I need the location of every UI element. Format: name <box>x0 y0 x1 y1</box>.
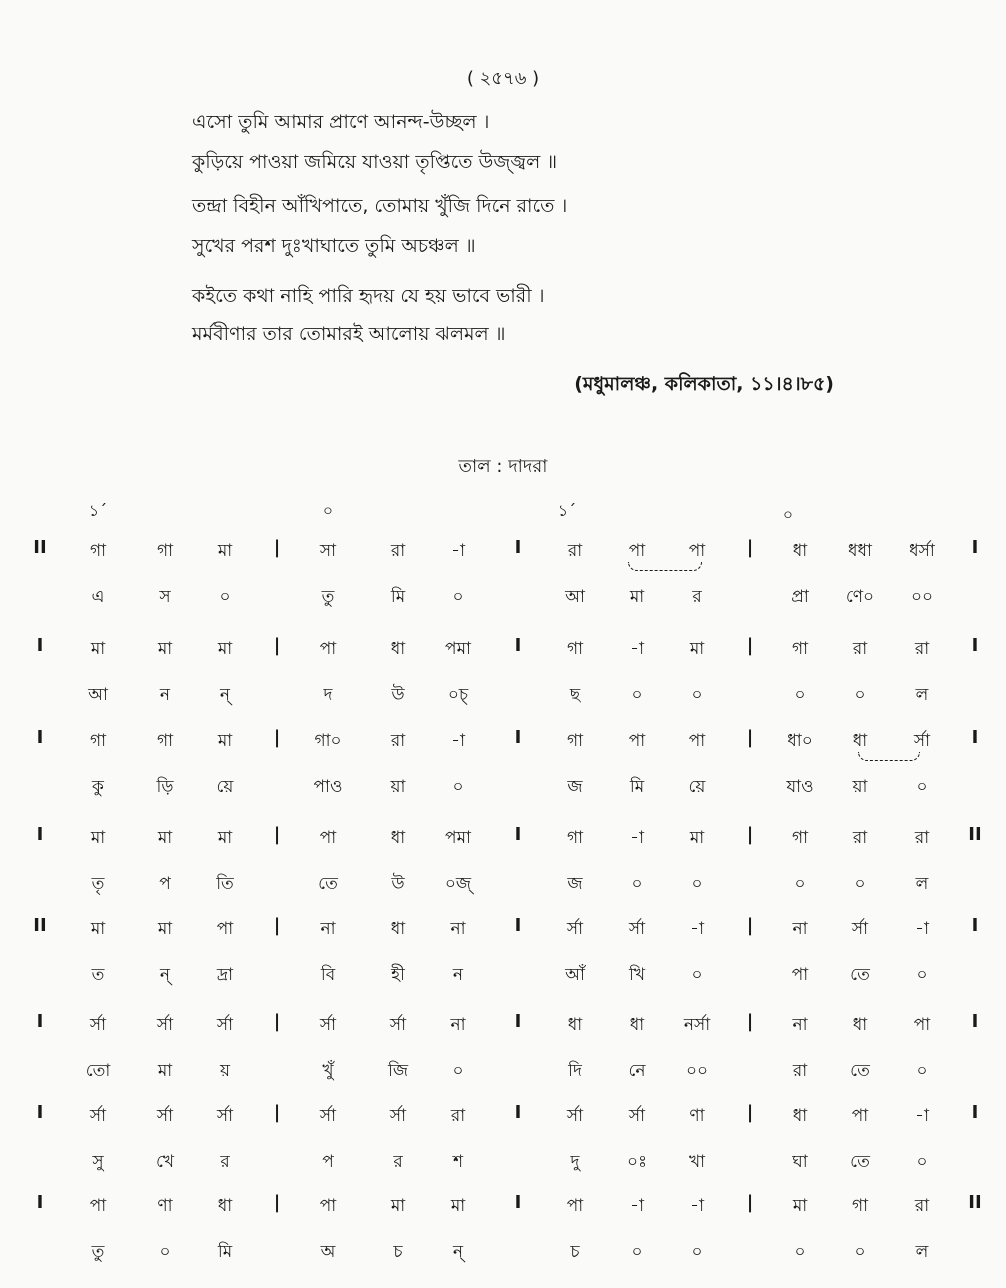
bar-line: I <box>514 824 522 845</box>
lyric-syllable: ০ <box>219 587 231 607</box>
swara-note: র্সা <box>89 1106 107 1126</box>
swara-note: ধা <box>792 1106 808 1126</box>
lyric-syllable: ০ <box>854 685 866 705</box>
bar-line: I <box>36 1011 44 1032</box>
beat-mark: ১´ <box>557 501 577 520</box>
swara-note: র্সা <box>216 1106 234 1126</box>
lyric-syllable: এ <box>91 587 105 607</box>
swara-note: ধা <box>390 828 406 848</box>
swara-note: গা <box>89 731 107 751</box>
lyric-syllable: য়া <box>390 777 406 797</box>
swara-note: ধধা <box>848 541 872 561</box>
bar-line: I <box>514 915 522 936</box>
lyric-syllable: ০ঃ <box>626 1152 648 1172</box>
lyric-syllable: খুঁ <box>322 1061 334 1081</box>
swara-note: র্সা <box>628 1106 646 1126</box>
bar-line: I <box>36 824 44 845</box>
bar-line: I <box>36 727 44 748</box>
swara-note: র্সা <box>319 1015 337 1035</box>
lyric-syllable: তু <box>321 587 335 607</box>
swara-note: পা <box>319 828 337 848</box>
bar-line: | <box>273 635 281 656</box>
bar-line: I <box>971 635 979 656</box>
swara-note: পমা <box>445 639 471 659</box>
swara-note: পা <box>319 1196 337 1216</box>
lyric-syllable: চ <box>393 1242 403 1262</box>
swara-note: ধর্সা <box>909 541 935 561</box>
swara-note: রা <box>852 639 868 659</box>
swara-note: সা <box>319 541 337 561</box>
lyric-syllable: ০ <box>691 874 703 894</box>
bar-line: | <box>273 915 281 936</box>
lyric-syllable: তো <box>85 1061 111 1081</box>
lyric-syllable: ০ <box>854 874 866 894</box>
lyric-syllable: বি <box>320 965 336 985</box>
lyric-syllable: ন্ <box>452 1242 464 1262</box>
swara-note: মা <box>390 1196 406 1216</box>
lyric-syllable: উ <box>391 874 405 894</box>
swara-note: র্সা <box>566 1106 584 1126</box>
lyric-syllable: ঘা <box>792 1152 808 1172</box>
swara-note: রা <box>567 541 583 561</box>
lyric-syllable: খি <box>628 965 646 985</box>
bar-line: I <box>36 635 44 656</box>
swara-note: গা <box>156 731 174 751</box>
bar-line: | <box>273 1102 281 1123</box>
lyric-syllable: ণে০ <box>845 587 875 607</box>
swara-note: পা <box>628 731 646 751</box>
swara-note: -া <box>630 1196 644 1216</box>
swara-note: -া <box>915 1106 929 1126</box>
swara-note: -া <box>451 731 465 751</box>
swara-note: পা <box>913 1015 931 1035</box>
swara-note: গা <box>851 1196 869 1216</box>
swara-note: না <box>792 919 808 939</box>
beat-mark: ১´ <box>88 501 108 520</box>
swara-note: -া <box>451 541 465 561</box>
lyric-syllable: র <box>220 1152 230 1172</box>
lyric-syllable: অ <box>320 1242 336 1262</box>
swara-note: র্সা <box>389 1106 407 1126</box>
bar-line: | <box>273 824 281 845</box>
lyric-syllable: ০০ <box>910 587 934 607</box>
lyric-syllable: য় <box>219 1061 231 1081</box>
lyric-syllable: আ <box>88 685 108 705</box>
lyric-syllable: র <box>393 1152 403 1172</box>
bar-line: | <box>746 1102 754 1123</box>
lyric-syllable: জ <box>567 777 583 797</box>
bar-line: I <box>514 635 522 656</box>
swara-note: ণা <box>157 1196 173 1216</box>
bar-line: | <box>746 635 754 656</box>
swara-note: পমা <box>445 828 471 848</box>
bar-line: | <box>273 537 281 558</box>
bar-line: I <box>36 1102 44 1123</box>
swara-note: র্সা <box>89 1015 107 1035</box>
poem-line: সুখের পরশ দুঃখাঘাতে তুমি অচঞ্চল ॥ <box>192 235 476 257</box>
swara-note: মা <box>90 828 106 848</box>
swara-note: ধা <box>390 639 406 659</box>
lyric-syllable: সু <box>92 1152 104 1172</box>
lyric-syllable: নে <box>628 1061 646 1081</box>
lyric-syllable: ০ <box>691 685 703 705</box>
bar-line: II <box>968 824 982 845</box>
lyric-syllable: ০ <box>794 685 806 705</box>
swara-note: ধা <box>390 919 406 939</box>
lyric-syllable: ল <box>915 685 929 705</box>
lyric-syllable: ল <box>915 1242 929 1262</box>
lyric-syllable: ছ <box>569 685 581 705</box>
swara-note: র্সা <box>216 1015 234 1035</box>
lyric-syllable: স <box>159 587 171 607</box>
bar-line: I <box>971 1102 979 1123</box>
swara-note: র্সা <box>913 731 931 751</box>
swara-note: পা <box>319 639 337 659</box>
lyric-syllable: ০চ্ <box>447 685 469 705</box>
swara-note: মা <box>792 1196 808 1216</box>
bar-line: | <box>746 1011 754 1032</box>
bar-line: I <box>971 537 979 558</box>
lyric-syllable: ০ <box>631 685 643 705</box>
lyric-syllable: ০ <box>794 874 806 894</box>
lyric-syllable: খে <box>155 1152 175 1172</box>
swara-note: পা <box>688 731 706 751</box>
swara-note: ধা০ <box>787 731 813 751</box>
swara-note: র্সা <box>851 919 869 939</box>
swara-note: পা <box>628 541 646 561</box>
swara-note: ধা <box>217 1196 233 1216</box>
bar-line: | <box>273 727 281 748</box>
lyric-syllable: তে <box>318 874 338 894</box>
lyric-syllable: তি <box>216 874 234 894</box>
swara-note: র্সা <box>389 1015 407 1035</box>
song-number: ( ২৫৭৬ ) <box>466 68 540 89</box>
source-citation: (মধুমালঞ্চ, কলিকাতা, ১১।৪।৮৫) <box>574 373 834 395</box>
lyric-syllable: তৃ <box>91 874 105 894</box>
lyric-syllable: ০ <box>159 1242 171 1262</box>
lyric-syllable: দ <box>323 685 333 705</box>
lyric-syllable: ০০ <box>685 1061 709 1081</box>
lyric-syllable: পা <box>791 965 809 985</box>
swara-note: -া <box>630 639 644 659</box>
lyric-syllable: ন্ <box>159 965 171 985</box>
lyric-syllable: জি <box>387 1061 409 1081</box>
lyric-syllable: প্রা <box>791 587 809 607</box>
lyric-syllable: য়ে <box>688 777 706 797</box>
swara-note: পা <box>89 1196 107 1216</box>
lyric-syllable: তে <box>850 965 870 985</box>
swara-note: র্সা <box>156 1106 174 1126</box>
swara-note: না <box>450 919 466 939</box>
swara-note: গা <box>566 639 584 659</box>
lyric-syllable: তে <box>850 1152 870 1172</box>
swara-note: মা <box>217 731 233 751</box>
lyric-syllable: ০ <box>691 1242 703 1262</box>
swara-note: গা <box>791 828 809 848</box>
swara-note: ণা <box>689 1106 705 1126</box>
lyric-syllable: ০ <box>631 1242 643 1262</box>
lyric-syllable: দু <box>570 1152 580 1172</box>
lyric-syllable: ড়ি <box>156 777 174 797</box>
lyric-syllable: হী <box>391 965 405 985</box>
lyric-syllable: ন্ <box>219 685 231 705</box>
lyric-syllable: তে <box>850 1061 870 1081</box>
swara-note: নর্সা <box>683 1015 711 1035</box>
swara-note: মা <box>90 919 106 939</box>
lyric-syllable: আঁ <box>565 965 585 985</box>
lyric-syllable: মা <box>629 587 645 607</box>
swara-note: -া <box>915 919 929 939</box>
bar-line: I <box>514 1011 522 1032</box>
swara-note: মা <box>157 828 173 848</box>
swara-note: র্সা <box>628 919 646 939</box>
swara-note: রা <box>390 731 406 751</box>
swara-note: না <box>450 1015 466 1035</box>
lyric-syllable: উ <box>391 685 405 705</box>
swara-note: রা <box>390 541 406 561</box>
swara-note: না <box>320 919 336 939</box>
swara-note: -া <box>630 828 644 848</box>
lyric-syllable: ০ <box>452 777 464 797</box>
swara-note: মা <box>689 828 705 848</box>
bar-line: II <box>968 1192 982 1213</box>
swara-note: গা০ <box>314 731 342 751</box>
swara-note: গা <box>156 541 174 561</box>
swara-note: -া <box>690 1196 704 1216</box>
lyric-syllable: দ্রা <box>216 965 234 985</box>
bar-line: | <box>746 915 754 936</box>
poem-line: তন্দ্রা বিহীন আঁখিপাতে, তোমায় খুঁজি দিনে রাতে । <box>192 195 568 217</box>
bar-line: I <box>36 1192 44 1213</box>
swara-note: মা <box>689 639 705 659</box>
poem-line: মর্মবীণার তার তোমারই আলোয় ঝলমল ॥ <box>192 323 506 345</box>
swara-note: ধা <box>629 1015 645 1035</box>
lyric-syllable: ল <box>915 874 929 894</box>
poem-line: কুড়িয়ে পাওয়া জমিয়ে যাওয়া তৃপ্তিতে উজ্জ্বল ॥ <box>192 151 558 173</box>
bar-line: II <box>33 537 47 558</box>
swara-note: রা <box>914 639 930 659</box>
swara-note: মা <box>157 919 173 939</box>
lyric-syllable: চ <box>570 1242 580 1262</box>
bar-line: I <box>971 915 979 936</box>
swara-note: মা <box>90 639 106 659</box>
lyric-syllable: ন <box>452 965 464 985</box>
swara-note: ধা <box>567 1015 583 1035</box>
swara-note: রা <box>852 828 868 848</box>
tal-heading: তাল : দাদরা <box>458 456 548 477</box>
swara-note: পা <box>851 1106 869 1126</box>
lyric-syllable: প <box>322 1152 334 1172</box>
lyric-syllable: ০ <box>916 1061 928 1081</box>
beat-mark: ০ <box>782 505 794 524</box>
bar-line: I <box>514 1102 522 1123</box>
lyric-syllable: রা <box>792 1061 808 1081</box>
lyric-syllable: দি <box>568 1061 582 1081</box>
lyric-syllable: ০ <box>631 874 643 894</box>
lyric-syllable: য়ে <box>216 777 234 797</box>
lyric-syllable: তু <box>91 1242 105 1262</box>
swara-note: পা <box>216 919 234 939</box>
swara-note: র্সা <box>156 1015 174 1035</box>
swara-note: গা <box>566 828 584 848</box>
bar-line: I <box>514 727 522 748</box>
lyric-syllable: যাও <box>786 777 814 797</box>
swara-note: ধা <box>852 731 868 751</box>
swara-note: গা <box>89 541 107 561</box>
lyric-syllable: পাও <box>313 777 343 797</box>
swara-note: মা <box>157 639 173 659</box>
swara-note: রা <box>914 1196 930 1216</box>
lyric-syllable: ০ <box>916 777 928 797</box>
swara-note: ধা <box>792 541 808 561</box>
bar-line: | <box>273 1011 281 1032</box>
swara-note: র্সা <box>566 919 584 939</box>
poem-line: এসো তুমি আমার প্রাণে আনন্দ-উচ্ছল । <box>192 111 490 133</box>
lyric-syllable: ত <box>91 965 105 985</box>
lyric-syllable: ০জ্ <box>444 874 472 894</box>
swara-note: মা <box>217 828 233 848</box>
swara-note: পা <box>566 1196 584 1216</box>
lyric-syllable: ০ <box>794 1242 806 1262</box>
lyric-syllable: য়া <box>852 777 868 797</box>
lyric-syllable: ন <box>159 685 171 705</box>
swara-note: মা <box>217 541 233 561</box>
bar-line: | <box>746 824 754 845</box>
swara-note: রা <box>914 828 930 848</box>
lyric-syllable: মি <box>390 587 406 607</box>
lyric-syllable: ০ <box>452 587 464 607</box>
bar-line: I <box>514 537 522 558</box>
lyric-syllable: মা <box>157 1061 173 1081</box>
bar-line: II <box>33 915 47 936</box>
lyric-syllable: প <box>159 874 171 894</box>
lyric-syllable: শ <box>452 1152 464 1172</box>
swara-note: পা <box>688 541 706 561</box>
meend-slur <box>858 752 920 761</box>
bar-line: | <box>746 727 754 748</box>
lyric-syllable: র <box>692 587 702 607</box>
lyric-syllable: মি <box>629 777 645 797</box>
lyric-syllable: ০ <box>916 1152 928 1172</box>
bar-line: I <box>971 727 979 748</box>
poem-line: কইতে কথা নাহি পারি হৃদয় যে হয় ভাবে ভারী । <box>192 285 545 307</box>
bar-line: | <box>746 537 754 558</box>
bar-line: I <box>514 1192 522 1213</box>
bar-line: | <box>746 1192 754 1213</box>
swara-note: না <box>792 1015 808 1035</box>
swara-note: মা <box>217 639 233 659</box>
lyric-syllable: ০ <box>854 1242 866 1262</box>
swara-note: গা <box>791 639 809 659</box>
lyric-syllable: জ <box>567 874 583 894</box>
lyric-syllable: কু <box>92 777 104 797</box>
bar-line: I <box>971 1011 979 1032</box>
swara-note: গা <box>566 731 584 751</box>
lyric-syllable: আ <box>565 587 585 607</box>
bar-line: | <box>273 1192 281 1213</box>
lyric-syllable: ০ <box>916 965 928 985</box>
beat-mark: ০ <box>322 501 334 520</box>
swara-note: ধা <box>852 1015 868 1035</box>
lyric-syllable: ০ <box>691 965 703 985</box>
swara-note: -া <box>690 919 704 939</box>
lyric-syllable: মি <box>217 1242 233 1262</box>
lyric-syllable: ০ <box>452 1061 464 1081</box>
swara-note: রা <box>450 1106 466 1126</box>
swara-note: র্সা <box>319 1106 337 1126</box>
lyric-syllable: খা <box>688 1152 706 1172</box>
swara-note: মা <box>450 1196 466 1216</box>
